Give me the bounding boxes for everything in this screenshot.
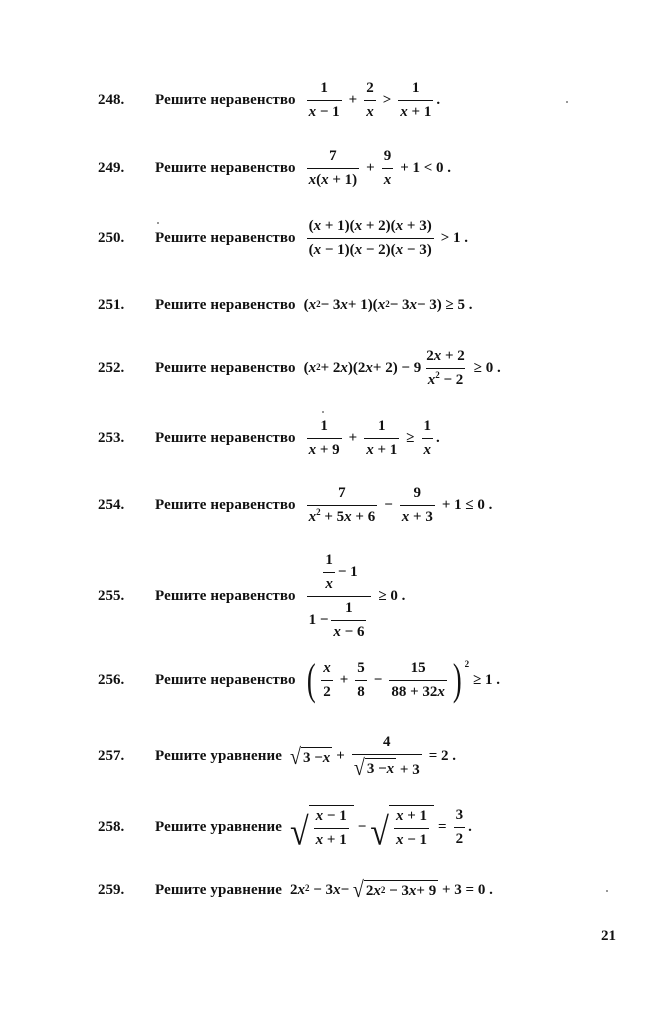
problem-number: 252. (98, 360, 125, 376)
scan-speck (566, 101, 568, 103)
problem-253 (98, 418, 440, 459)
problem-258 (98, 805, 472, 854)
problem-label: Решите неравенство (155, 160, 296, 176)
formula: 2 x $^2$ − 3 x − √ 2 x $^2$ − 3 x + 9 + 3 = 0 . (290, 877, 493, 903)
problem-number: 254. (98, 497, 125, 513)
problem-label: Решите уравнение (155, 881, 282, 898)
problem-label: Решите неравенство (155, 588, 296, 604)
problem-label: Решите неравенство (155, 430, 296, 446)
formula: $\frac{1}{x - 1}$ + $\frac{2}{x}$ > $\frac{1}{x + 1}$ . (308, 80, 441, 120)
problem-256 (98, 655, 504, 704)
problem-257 (98, 734, 460, 779)
problem-label: Решите неравенство (155, 671, 296, 688)
formula: ( $\frac{x}{2}$ + $\frac{5}{8}$ − $\frac{15}{88 + 32x}$ ) $^2$ ≥ 1 . (306, 655, 501, 704)
formula: $\frac{1}{x + 9}$ + $\frac{1}{x + 1}$ ≥ $\frac{1}{x}$ . (308, 418, 440, 458)
problem-251 (98, 297, 473, 314)
problem-number: 253. (98, 430, 125, 446)
problem-number: 251. (98, 297, 125, 313)
formula: $\frac{(x + 1)(x + 2)(x + 3)}{(x - 1)(x - 2)(x - 3)}$ > 1 . (308, 218, 469, 258)
page-number: 21 (601, 928, 616, 944)
scan-speck (322, 411, 324, 413)
problem-number: 249. (98, 160, 125, 176)
formula: $\frac{1}{x}$ − 1 1 − $\frac{1}{x - 6}$ ≥ 0 . (308, 552, 406, 640)
scan-speck (606, 890, 608, 892)
problem-label: Решите неравенство (155, 230, 296, 246)
problem-248 (98, 80, 440, 121)
problem-number: 250. (98, 230, 125, 246)
problem-label: Решите неравенство (155, 360, 296, 376)
formula: $\frac{7}{x(x + 1)}$ + $\frac{9}{x}$ + 1 < 0 . (308, 148, 452, 188)
formula: ( x $^2$ − 3 x + 1)( x $^2$ − 3 x − 3) ≥ 5 . (303, 297, 473, 313)
problem-250 (98, 218, 472, 259)
problem-number: 257. (98, 748, 125, 764)
problem-number: 248. (98, 92, 125, 108)
problem-label: Решите уравнение (155, 818, 282, 835)
problem-number: 255. (98, 588, 125, 604)
formula: √ $\frac{x - 1}{x + 1}$ − √ $\frac{x + 1}{x - 1}$ = $\frac{3}{2}$ . (290, 806, 472, 854)
problem-254 (98, 485, 496, 526)
problem-label: Решите неравенство (155, 297, 296, 313)
problem-249 (98, 148, 455, 189)
problem-252 (98, 348, 505, 389)
formula: ( x $^2$ + 2 x )(2 x + 2) − 9 $\frac{2x + 2}{x^2 - 2}$ ≥ 0 . (303, 348, 501, 388)
formula: $\frac{7}{x^2 + 5x + 6}$ − $\frac{9}{x + 3}$ + 1 ≤ 0 . (308, 485, 493, 525)
problem-number: 258. (98, 818, 125, 835)
problem-number: 259. (98, 881, 125, 898)
problem-255 (98, 552, 409, 641)
problem-number: 256. (98, 671, 125, 688)
problem-label: Решите неравенство (155, 497, 296, 513)
problem-label: Решите уравнение (155, 748, 282, 764)
formula: √ 3 − x + 4 √ 3 − x + 3 = 2 . (290, 734, 457, 781)
problem-259 (98, 877, 493, 903)
problem-label: Решите неравенство (155, 92, 296, 108)
scan-speck (157, 222, 159, 224)
